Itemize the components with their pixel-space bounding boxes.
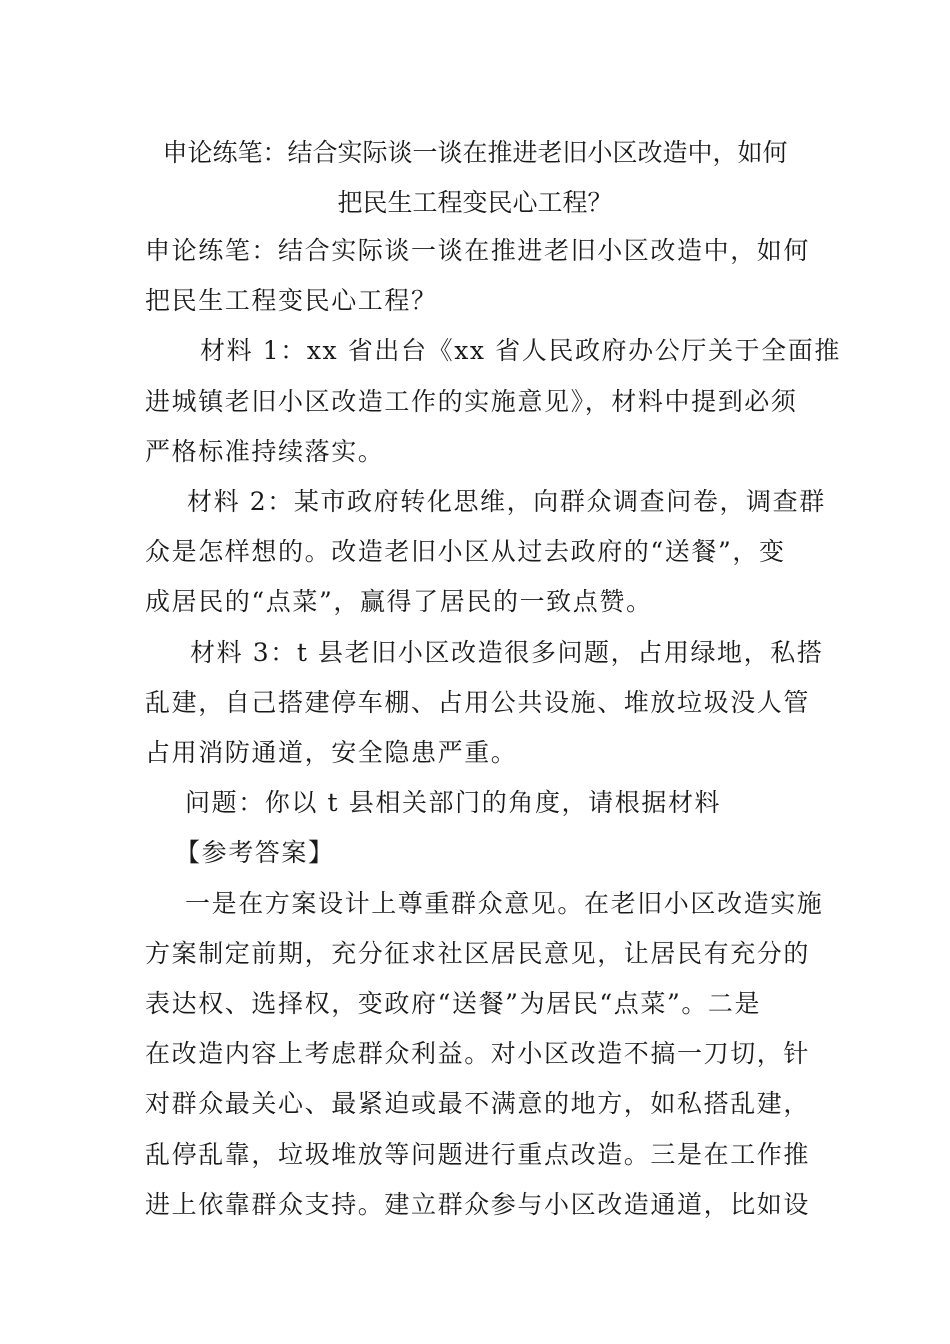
text-line: 占用消防通道，安全隐患严重。 [145, 738, 518, 768]
text-line: 乱建，自己搭建停车棚、占用公共设施、堆放垃圾没人管 [145, 687, 811, 717]
text-line: 成居民的“点菜”，赢得了居民的一致点赞。 [145, 587, 653, 617]
paragraph-material-1 [145, 326, 841, 477]
paragraph-material-2 [145, 477, 826, 628]
text-line: 众是怎样想的。改造老旧小区从过去政府的“送餐”，变 [145, 537, 786, 567]
text-line: 材料 1：xx 省出台《xx 省人民政府办公厅关于全面推 [200, 336, 841, 366]
paragraph-heading-repeat [145, 226, 810, 326]
title-line-1: 申论练笔：结合实际谈一谈在推进老旧小区改造中，如何 [162, 138, 788, 167]
text-line: 进城镇老旧小区改造工作的实施意见》，材料中提到必须 [145, 386, 798, 416]
paragraph-answer-heading [145, 828, 810, 878]
text-line: 问题：你以 t 县相关部门的角度，请根据材料 [185, 788, 722, 818]
text-line: 乱停乱靠，垃圾堆放等问题进行重点改造。三是在工作推 [145, 1139, 811, 1169]
text-line: 【参考答案】 [175, 838, 335, 868]
text-line: 材料 3：t 县老旧小区改造很多问题，占用绿地，私搭 [190, 637, 824, 667]
text-line: 一是在方案设计上尊重群众意见。在老旧小区改造实施 [185, 888, 824, 918]
text-line: 进上依靠群众支持。建立群众参与小区改造通道，比如设 [145, 1189, 811, 1219]
title-line-2: 把民生工程变民心工程？ [337, 188, 613, 217]
text-line: 方案制定前期，充分征求社区居民意见，让居民有充分的 [145, 938, 811, 968]
text-line: 在改造内容上考虑群众利益。对小区改造不搞一刀切，针 [145, 1039, 811, 1069]
paragraph-question [145, 778, 810, 828]
text-line: 申论练笔：结合实际谈一谈在推进老旧小区改造中，如何 [145, 236, 811, 265]
paragraph-material-3 [145, 628, 824, 779]
document-title [140, 128, 810, 228]
text-line: 材料 2：某市政府转化思维，向群众调查问卷，调查群 [187, 487, 826, 517]
text-line: 严格标准持续落实。 [145, 436, 385, 466]
document-body [145, 226, 841, 1230]
text-line: 对群众最关心、最紧迫或最不满意的地方，如私搭乱建， [145, 1089, 811, 1119]
text-line: 表达权、选择权，变政府“送餐”为居民“点菜”。二是 [145, 989, 762, 1019]
paragraph-answer [145, 879, 824, 1230]
text-line: 把民生工程变民心工程？ [145, 286, 438, 316]
